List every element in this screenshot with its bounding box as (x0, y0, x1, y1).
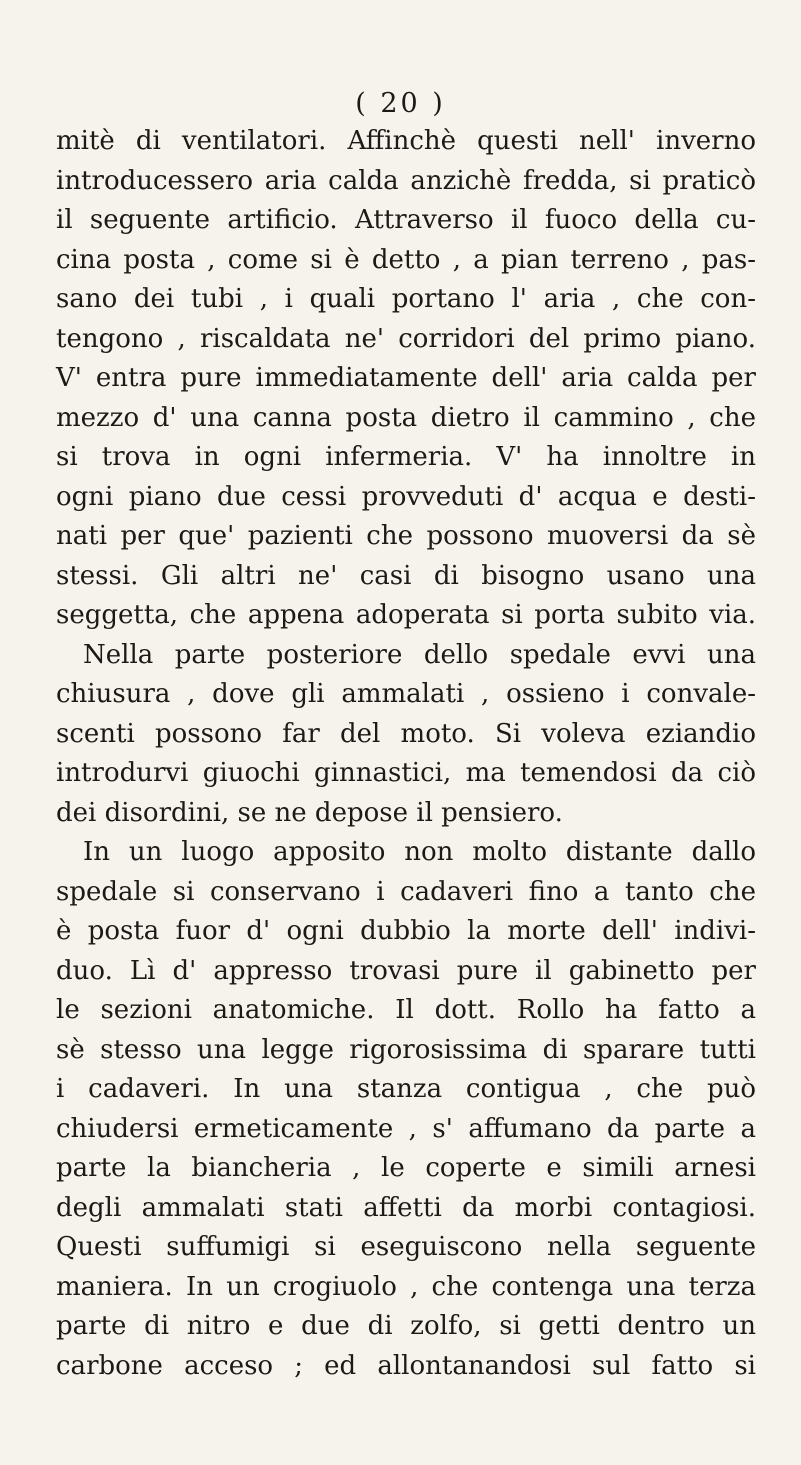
text-line: è posta fuor d' ogni dubbio la morte dell' indivi- (56, 916, 756, 946)
text-line: parte di nitro e due di zolfo, si getti dentro un (56, 1311, 756, 1341)
text-line: i cadaveri. In una stanza contigua , che può (56, 1074, 756, 1104)
text-line: chiudersi ermeticamente , s' affumano da parte a (56, 1113, 756, 1144)
text-line: carbone acceso ; ed allontanandosi sul fatto si (56, 1350, 756, 1381)
text-line: duo. Lì d' appresso trovasi pure il gabinetto per (56, 955, 756, 986)
text-line: introducessero aria calda anzichè fredda, si praticò (56, 165, 756, 196)
text-line: si trova in ogni infermeria. V' ha innoltre in (56, 442, 756, 472)
text-line: dei disordini, se ne depose il pensiero. (56, 797, 563, 828)
body-text (56, 122, 756, 1386)
text-line: chiusura , dove gli ammalati , ossieno i convale- (56, 679, 756, 709)
text-line: V' entra pure immediatamente dell' aria calda per (56, 363, 756, 393)
text-line: degli ammalati stati affetti da morbi contagiosi. (56, 1192, 756, 1223)
text-line: spedale si conservano i cadaveri fino a tanto che (56, 876, 756, 907)
text-line: mitè di ventilatori. Affinchè questi nell' inverno (56, 126, 756, 156)
text-line: stessi. Gli altri ne' casi di bisogno usano una (56, 560, 756, 591)
text-line: parte la biancheria , le coperte e simili arnesi (56, 1153, 756, 1183)
text-line: cina posta , come si è detto , a pian terreno , pas- (56, 244, 756, 275)
text-line: introdurvi giuochi ginnastici, ma temendosi da ciò (56, 758, 756, 788)
text-line: Questi suffumigi si eseguiscono nella seguente (56, 1232, 756, 1262)
text-line: In un luogo apposito non molto distante dallo (83, 837, 756, 867)
text-line: scenti possono far del moto. Si voleva eziandio (56, 718, 756, 749)
text-line: maniera. In un crogiuolo , che contenga una terza (56, 1271, 756, 1302)
text-line: nati per que' pazienti che possono muoversi da sè (56, 521, 756, 551)
page-number: ( 20 ) (355, 88, 446, 119)
text-line: il seguente artificio. Attraverso il fuoco della cu- (56, 205, 756, 235)
text-line: sè stesso una legge rigorosissima di sparare tutti (56, 1034, 756, 1065)
text-line: seggetta, che appena adoperata si porta subito via. (56, 600, 756, 630)
text-line: sano dei tubi , i quali portano l' aria , che con- (56, 284, 756, 314)
text-line: ogni piano due cessi provveduti d' acqua e desti- (56, 481, 756, 512)
text-line: tengono , riscaldata ne' corridori del primo piano. (56, 323, 756, 354)
text-line: le sezioni anatomiche. Il dott. Rollo ha fatto a (56, 995, 756, 1025)
text-line: mezzo d' una canna posta dietro il cammino , che (56, 402, 756, 433)
text-line: Nella parte posteriore dello spedale evvi una (83, 639, 756, 670)
